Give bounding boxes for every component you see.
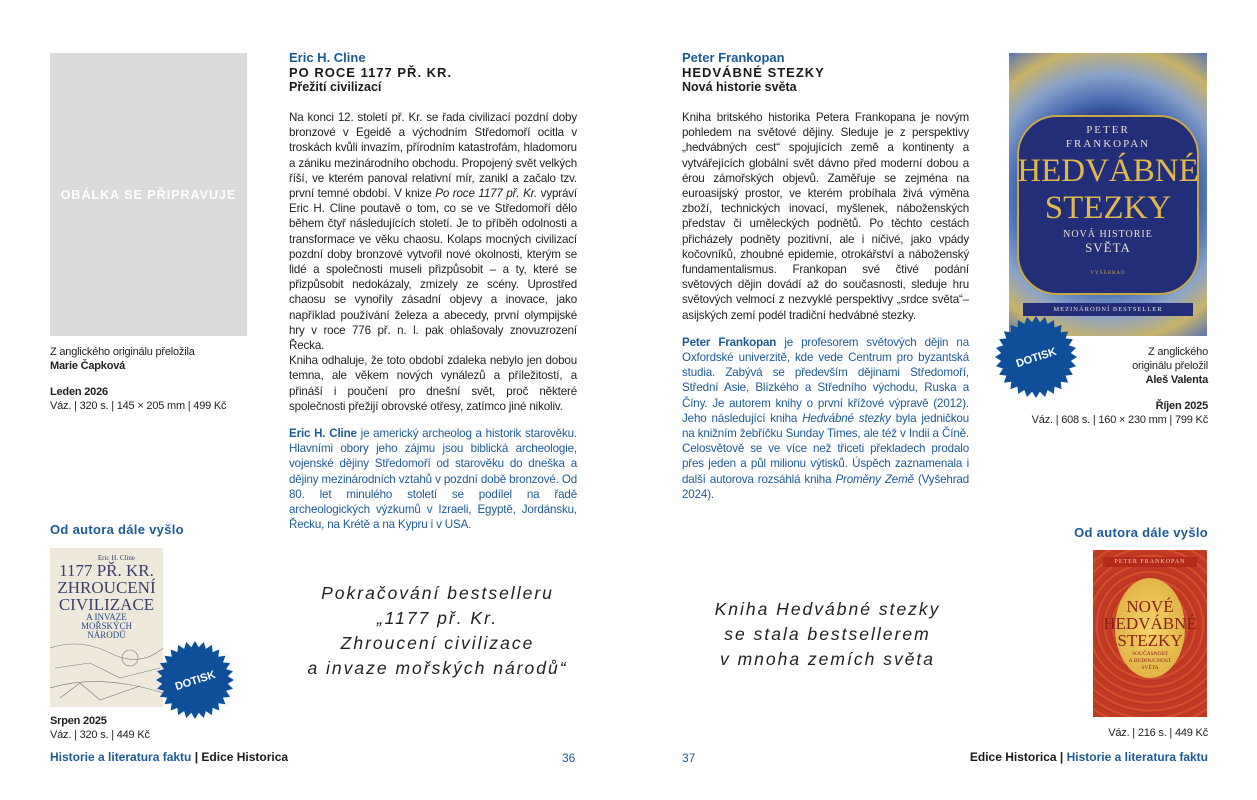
release-date: Říjen 2025 (1155, 400, 1208, 412)
cover-illustration (50, 638, 163, 707)
footer-edition: Edice Historica (969, 750, 1057, 764)
description-paragraph: Kniha britského historika Petera Frankopana je novým pohledem na světové dějiny. Sleduje je z perspektivy „hedvábných cest“ spojujících země a kontinenty a vytvářejících globální svět dávno před moderní dobou a érou zámořských objevů. Zaměřuje se zejména na euroasijský prostor, ve kterém probíhala živá výměna zboží, technických inovací, myšlenek, náboženských představ či uměleckých podnětů. Po těchto cestách přicházely podněty pozitivní, ale i ničivé, jako vpády kočovníků, zhoubné epidemie, otrokářství a náboženský fundamentalismus. Frankopan své čtivé podání světových dějin dovádí až do současnosti, sleduje hru světových velmocí z nezvyklé perspektivy „srdce světa“– asijských zemí podél tradiční hedvábné stezky. (682, 111, 969, 322)
book-header-left (289, 50, 579, 94)
translator-info (1020, 345, 1208, 427)
line: v mnoha zemích světa (719, 649, 936, 669)
book-cover-nove-hedvabne-stezky[interactable] (1093, 550, 1207, 717)
line: NÁRODŮ (87, 630, 126, 640)
author-bio (682, 335, 969, 502)
footer-sep: | (191, 750, 202, 764)
cover-author-1: PETER (1086, 124, 1130, 136)
cover-placeholder (50, 53, 247, 336)
line: SVĚTA (1141, 665, 1159, 671)
cover-title (1093, 598, 1207, 649)
book-title: HEDVÁBNÉ STEZKY (682, 65, 825, 80)
line: HEDVÁBNÉ (1103, 614, 1197, 633)
author-name: Eric H. Cline (289, 50, 366, 65)
line: NOVÉ (1126, 597, 1174, 616)
book-title: PO ROCE 1177 PŘ. KR. (289, 65, 453, 80)
release-date: Leden 2026 (50, 386, 108, 398)
cover-banner: MEZINÁRODNÍ BESTSELLER (1023, 303, 1193, 316)
book-cover-hedvabne-stezky[interactable] (1009, 53, 1207, 336)
cover-subtitle (1093, 651, 1207, 672)
book-header-right (682, 50, 972, 94)
book-subtitle: Nová historie světa (682, 80, 797, 94)
line: „1177 př. Kr. (376, 608, 499, 628)
line: ZHROUCENÍ (57, 578, 156, 597)
footer-right (970, 750, 1208, 764)
bio-name: Peter Frankopan (682, 335, 777, 349)
promo-quote-left (270, 581, 605, 681)
bio-name: Eric H. Cline (289, 427, 357, 441)
translator-name: Aleš Valenta (1145, 374, 1208, 386)
cover-publisher: VYŠEHRAD (1090, 271, 1126, 276)
author-name: Peter Frankopan (682, 50, 785, 65)
translator-label: Z anglického originálu přeložil (1132, 346, 1208, 372)
italic-title: Proměny Země (835, 472, 914, 486)
cover-subtitle-1: NOVÁ HISTORIE (1063, 229, 1153, 240)
translator-name: Marie Čapková (50, 360, 126, 372)
book-specs: Váz. | 320 s. | 145 × 205 mm | 499 Kč (50, 400, 227, 412)
more-by-author-heading: Od autora dále vyšlo (1074, 525, 1208, 540)
cover-title (50, 562, 163, 640)
text-segment: byla jedničkou na knižním žebříčku Sunday Times, ale též v Indii a Číně. Celosvětově se ve více než třiceti překladech prodalo přes jeden a půl milionu výtisků. Úspěch zaznamenala i další autorova rozsáhlá kniha (682, 411, 969, 486)
line: A INVAZE (86, 612, 127, 622)
page-number-right: 37 (682, 751, 696, 765)
page-number-left: 36 (562, 751, 576, 765)
line: MOŘSKÝCH (80, 621, 132, 631)
more-book-info (50, 714, 150, 742)
book-description (289, 110, 577, 532)
cover-subtitle-2: SVĚTA (1085, 240, 1131, 255)
line: Kniha Hedvábné stezky (714, 599, 941, 619)
promo-quote-right (660, 597, 995, 672)
translator-label: Z anglického originálu přeložila (50, 346, 195, 358)
cover-placeholder-text: OBÁLKA SE PŘIPRAVUJE (60, 187, 237, 202)
footer-sep: | (1056, 750, 1067, 764)
bio-text: je americký archeolog a historik starověku. Hlavními obory jeho zájmu jsou biblická archeologie, vojenské dějiny Středomoří od starověku do dneška a dějiny mezinárodních vztahů v pozdní době bronzové. Od 80. let minulého století se podílel na řadě archeologických výzkumů v Izraeli, Egyptě, Jordánsku, Řecku, na Krétě a na Kypru i v USA. (289, 427, 577, 532)
line: STEZKY (1117, 631, 1183, 650)
description-paragraph-2: Kniha odhaluje, že toto období zdaleka nebylo jen dobou temna, ale věkem nových vynálezů a příležitostí, a přináší i poučení pro dnešní svět, proč některé společnosti přežijí obrovské otřesy, zatímco jiné nikoliv. (289, 354, 577, 413)
line: se stala bestsellerem (724, 624, 931, 644)
line: A BUDOUCNOST (1128, 658, 1172, 664)
footer-series: Historie a literatura faktu (50, 750, 192, 764)
book-subtitle: Přežití civilizací (289, 80, 382, 94)
more-by-author-heading: Od autora dále vyšlo (50, 522, 184, 537)
badge-text: DOTISK (173, 668, 217, 694)
more-specs: Váz. | 216 s. | 449 Kč (1108, 727, 1208, 739)
cover-author: PETER FRANKOPAN (1103, 557, 1197, 567)
book-description (682, 110, 969, 502)
text-segment: (Vyšehrad 2024). (682, 472, 970, 501)
text-segment: vypráví Eric H. Cline poutavě o tom, co se ve Středomoří dělo během čtyř následujících století. Je to příběh odolnosti a transformace ve věku chaosu. Kolaps mocných civilizací pozdní doby bronzové vytvořil nové okolnosti, kterým se lidé a společnosti museli přizpůsobit – a ty, které se přizpůsobit nedokázaly, zmizely ze scény. Uprostřed chaosu se vynořily zásadní objevy a inovace, jako například používání železa a abecedy, první olympijské hry v roce 776 př. n. l. pak ohlašovaly znovuzrození Řecka. (289, 187, 577, 353)
footer-edition: Edice Historica (201, 750, 289, 764)
text-segment: je profesorem světových dějin na Oxfordské univerzitě, kde vede Centrum pro byzantská studia. Zabývá se především dějinami Středomoří, Střední Asie, Blízkého a Středního východu, Ruska a Číny. Je autorem knihy o první křížové výpravě (2012). Jeho následující kniha (682, 335, 969, 425)
cover-title-2: STEZKY (1044, 190, 1172, 226)
cover-author: Eric H. Cline (97, 554, 135, 562)
badge-text: DOTISK (1014, 345, 1058, 371)
line: SOUČASNOST (1131, 651, 1169, 657)
translator-info (50, 345, 260, 413)
footer-left (50, 750, 288, 764)
book-specs: Váz. | 608 s. | 160 × 230 mm | 799 Kč (1031, 414, 1208, 426)
author-bio (289, 426, 577, 532)
cover-title-1: HEDVÁBNÉ (1017, 153, 1199, 189)
cover-author-2: FRANKOPAN (1065, 138, 1151, 150)
line: Zhroucení civilizace (340, 633, 535, 653)
line: a invaze mořských národů“ (307, 658, 568, 678)
footer-series: Historie a literatura faktu (1066, 750, 1208, 764)
italic-title: Po roce 1177 př. Kr. (435, 187, 538, 201)
book-cover-1177[interactable] (50, 548, 163, 707)
line: 1177 PŘ. KR. (59, 561, 154, 580)
text-segment: Na konci 12. století př. Kr. se řada civilizací pozdní doby bronzové v Egeidě a východním Středomoří ocitla v troskách kvůli invazím, přírodním katastrofám, hladomoru a zániku mezinárodního obchodu. Propojený svět velkých říší, ve kterém panoval relativní mír, zanikl a začalo tzv. první temné období. V knize (289, 111, 577, 201)
line: CIVILIZACE (58, 595, 155, 614)
more-release: Srpen 2025 (50, 715, 107, 727)
italic-title: Hedvábné stezky (802, 411, 891, 425)
dotisk-badge (155, 640, 235, 720)
more-specs: Váz. | 320 s. | 449 Kč (50, 729, 150, 741)
line: Pokračování bestselleru (321, 583, 554, 603)
